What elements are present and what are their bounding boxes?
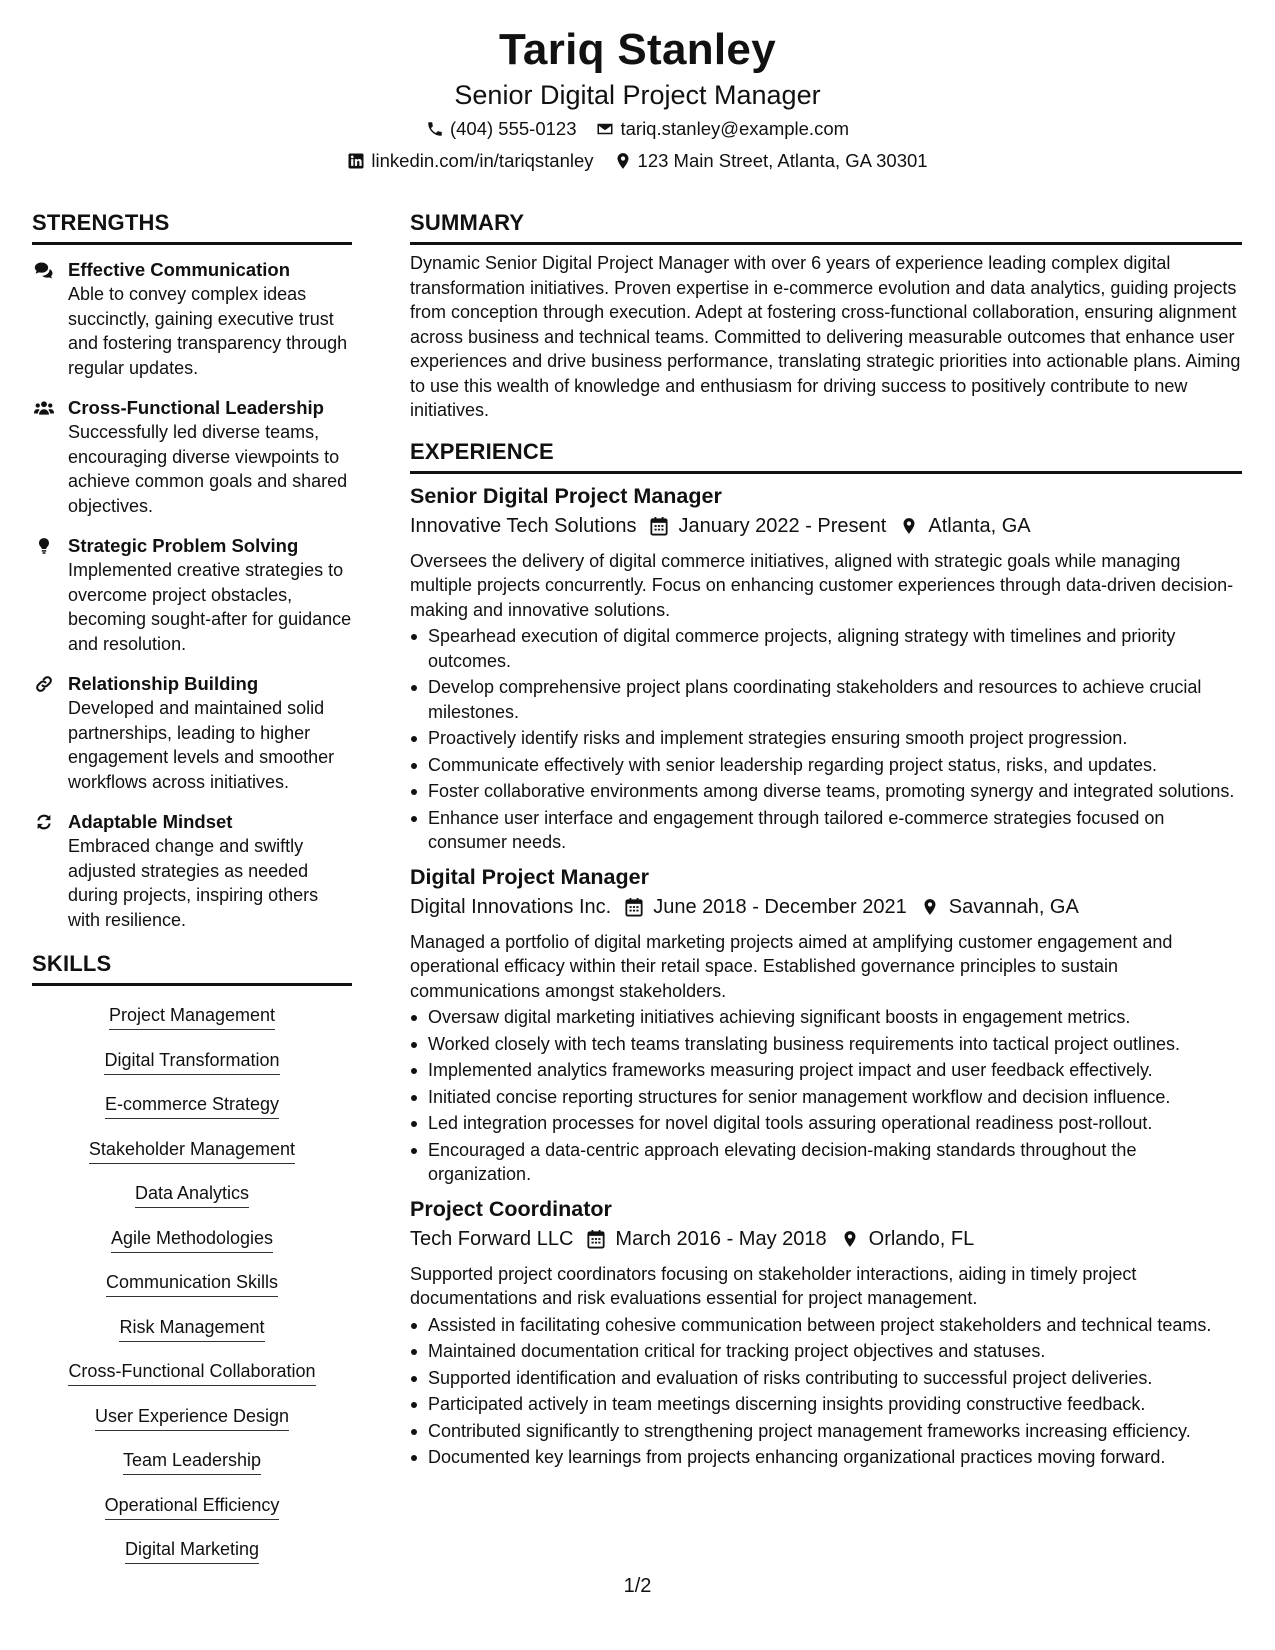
job-dates: January 2022 - Present (678, 514, 887, 537)
skill-tag: User Experience Design (95, 1403, 289, 1431)
bullet-item: Develop comprehensive project plans coordinating stakeholders and resources to achieve crucial milestones. (410, 675, 1242, 724)
job-company: Innovative Tech Solutions (410, 514, 637, 537)
linkedin-text: linkedin.com/in/tariqstanley (371, 150, 594, 171)
strengths-list (32, 257, 352, 932)
job-meta (410, 892, 1242, 922)
skill-tag: Cross-Functional Collaboration (68, 1358, 315, 1386)
candidate-name: Tariq Stanley (499, 25, 776, 74)
job-title: Project Coordinator (410, 1196, 612, 1221)
address-text: 123 Main Street, Atlanta, GA 30301 (637, 150, 928, 171)
bullet-item: Implemented analytics frameworks measuring project impact and user feedback effectively. (410, 1058, 1242, 1083)
job-bullets (410, 624, 1242, 855)
bullet-item: Initiated concise reporting structures for senior management workflow and decision influence. (410, 1085, 1242, 1110)
skill-tag: Digital Transformation (104, 1047, 279, 1075)
contact-row-2 (0, 148, 1275, 174)
bullet-item: Assisted in facilitating cohesive communication between project stakeholders and technical teams. (410, 1313, 1242, 1338)
skill-tag: Communication Skills (106, 1269, 278, 1297)
users-icon (32, 395, 56, 518)
strength-desc: Implemented creative strategies to overcome project obstacles, becoming sought-after for guidance and resolution. (68, 560, 352, 654)
phone-icon (426, 120, 444, 138)
job-title: Senior Digital Project Manager (410, 483, 722, 508)
strength-desc: Embraced change and swiftly adjusted strategies as needed during projects, inspiring others with resilience. (68, 836, 319, 930)
bullet-item: Documented key learnings from projects enhancing organizational practices moving forward. (410, 1445, 1242, 1470)
job-company: Digital Innovations Inc. (410, 895, 612, 918)
calendar-icon (625, 897, 643, 917)
skill-tag: Operational Efficiency (105, 1492, 280, 1520)
bullet-item: Oversaw digital marketing initiatives achieving significant boosts in engagement metrics. (410, 1005, 1242, 1030)
strength-title: Cross-Functional Leadership (68, 397, 324, 418)
skills-heading: SKILLS (32, 947, 352, 986)
bullet-item: Spearhead execution of digital commerce projects, aligning strategy with timelines and priority outcomes. (410, 624, 1242, 673)
skill-tag: Digital Marketing (125, 1536, 259, 1564)
strength-item (32, 533, 352, 656)
comments-icon (32, 257, 56, 380)
right-column (410, 206, 1242, 1472)
job-description: Supported project coordinators focusing on stakeholder interactions, aiding in timely project documentations and risk evaluations essential for project management. (410, 1263, 1137, 1308)
map-pin-icon (841, 1229, 859, 1249)
envelope-icon (596, 120, 614, 138)
skill-tag: Project Management (109, 1002, 275, 1030)
job-meta (410, 1224, 1242, 1254)
job-description: Managed a portfolio of digital marketing projects aimed at amplifying customer engagement and operational efficacy within their retail space. Established governance principles to sustain communications amongst stakeholders. (410, 931, 1173, 1001)
address-contact (614, 148, 928, 174)
job-entry (410, 1195, 1242, 1470)
job-meta (410, 511, 1242, 541)
linkedin-contact[interactable] (347, 148, 593, 174)
strength-item (32, 395, 352, 518)
map-pin-icon (921, 897, 939, 917)
job-location: Orlando, FL (868, 1227, 975, 1250)
skills-list (32, 1002, 352, 1581)
job-entry (410, 482, 1242, 855)
skill-tag: Agile Methodologies (111, 1225, 273, 1253)
bullet-item: Enhance user interface and engagement through tailored e-commerce strategies focused on consumer needs. (410, 806, 1242, 855)
job-location: Savannah, GA (948, 895, 1079, 918)
bullet-item: Supported identification and evaluation of risks contributing to successful project deliveries. (410, 1366, 1242, 1391)
strength-item (32, 257, 352, 380)
strength-title: Relationship Building (68, 673, 259, 694)
job-bullets (410, 1313, 1242, 1470)
experience-heading: EXPERIENCE (410, 435, 1242, 474)
job-dates: March 2016 - May 2018 (615, 1227, 827, 1250)
skill-tag: Risk Management (119, 1314, 264, 1342)
bullet-item: Proactively identify risks and implement strategies ensuring smooth project progression. (410, 726, 1242, 751)
bullet-item: Communicate effectively with senior leadership regarding project status, risks, and updates. (410, 753, 1242, 778)
bullet-item: Led integration processes for novel digital tools assuring operational readiness post-rollout. (410, 1111, 1242, 1136)
phone-text: (404) 555-0123 (449, 118, 577, 139)
page-number: 1/2 (623, 1575, 652, 1597)
strength-desc: Successfully led diverse teams, encouraging diverse viewpoints to achieve common goals and shared objectives. (68, 422, 348, 516)
strength-desc: Developed and maintained solid partnerships, leading to higher engagement levels and smoother workflows across initiatives. (68, 698, 335, 792)
contact-row-1 (0, 116, 1275, 142)
summary-text: Dynamic Senior Digital Project Manager with over 6 years of experience leading complex digital transformation initiatives. Proven expertise in e-commerce evolution and data analytics, guiding projects from conception through execution. Adept at fostering cross-functional collaboration, ensuring alignment across business and technical teams. Committed to delivering measurable outcomes that enhance user experiences and drive business performance, translating strategic priorities into actionable plans. Aiming to use this wealth of knowledge and enthusiasm for driving success to positively contribute to new initiatives. (410, 253, 1241, 420)
email-contact[interactable] (596, 116, 849, 142)
map-pin-icon (900, 516, 918, 536)
summary-heading: SUMMARY (410, 206, 1242, 245)
strengths-heading: STRENGTHS (32, 206, 352, 245)
map-pin-icon (614, 152, 632, 170)
job-title: Digital Project Manager (410, 864, 649, 889)
calendar-icon (650, 516, 668, 536)
phone-contact[interactable] (426, 116, 577, 142)
calendar-icon (587, 1229, 605, 1249)
strength-item (32, 809, 352, 932)
email-text: tariq.stanley@example.com (620, 118, 850, 139)
bullet-item: Encouraged a data-centric approach elevating decision-making standards throughout the organization. (410, 1138, 1242, 1187)
strength-item (32, 671, 352, 794)
resume-header (0, 22, 1275, 174)
linkedin-icon (347, 152, 365, 170)
job-bullets (410, 1005, 1242, 1187)
bullet-item: Foster collaborative environments among diverse teams, promoting synergy and integrated solutions. (410, 779, 1242, 804)
skill-tag: Stakeholder Management (89, 1136, 295, 1164)
job-description: Oversees the delivery of digital commerce initiatives, aligned with strategic goals while managing multiple projects concurrently. Focus on enhancing customer experiences through data-driven decision-making and innovative solutions. (410, 550, 1234, 620)
skill-tag: Data Analytics (135, 1180, 249, 1208)
bullet-item: Maintained documentation critical for tracking project objectives and statuses. (410, 1339, 1242, 1364)
sync-icon (32, 809, 56, 932)
job-entry (410, 863, 1242, 1187)
lightbulb-icon (32, 533, 56, 656)
strength-desc: Able to convey complex ideas succinctly, gaining executive trust and fostering transparency through regular updates. (68, 284, 348, 378)
skill-tag: E-commerce Strategy (105, 1091, 279, 1119)
candidate-title: Senior Digital Project Manager (454, 80, 821, 110)
job-dates: June 2018 - December 2021 (653, 895, 907, 918)
strength-title: Strategic Problem Solving (68, 535, 299, 556)
bullet-item: Contributed significantly to strengthening project management frameworks increasing efficiency. (410, 1419, 1242, 1444)
bullet-item: Participated actively in team meetings discerning insights providing constructive feedback. (410, 1392, 1242, 1417)
skill-tag: Team Leadership (123, 1447, 261, 1475)
link-icon (32, 671, 56, 794)
strength-title: Adaptable Mindset (68, 811, 233, 832)
bullet-item: Worked closely with tech teams translating business requirements into tactical project outlines. (410, 1032, 1242, 1057)
job-company: Tech Forward LLC (410, 1227, 574, 1250)
job-location: Atlanta, GA (928, 514, 1031, 537)
strength-title: Effective Communication (68, 259, 291, 280)
left-column (32, 206, 352, 1581)
